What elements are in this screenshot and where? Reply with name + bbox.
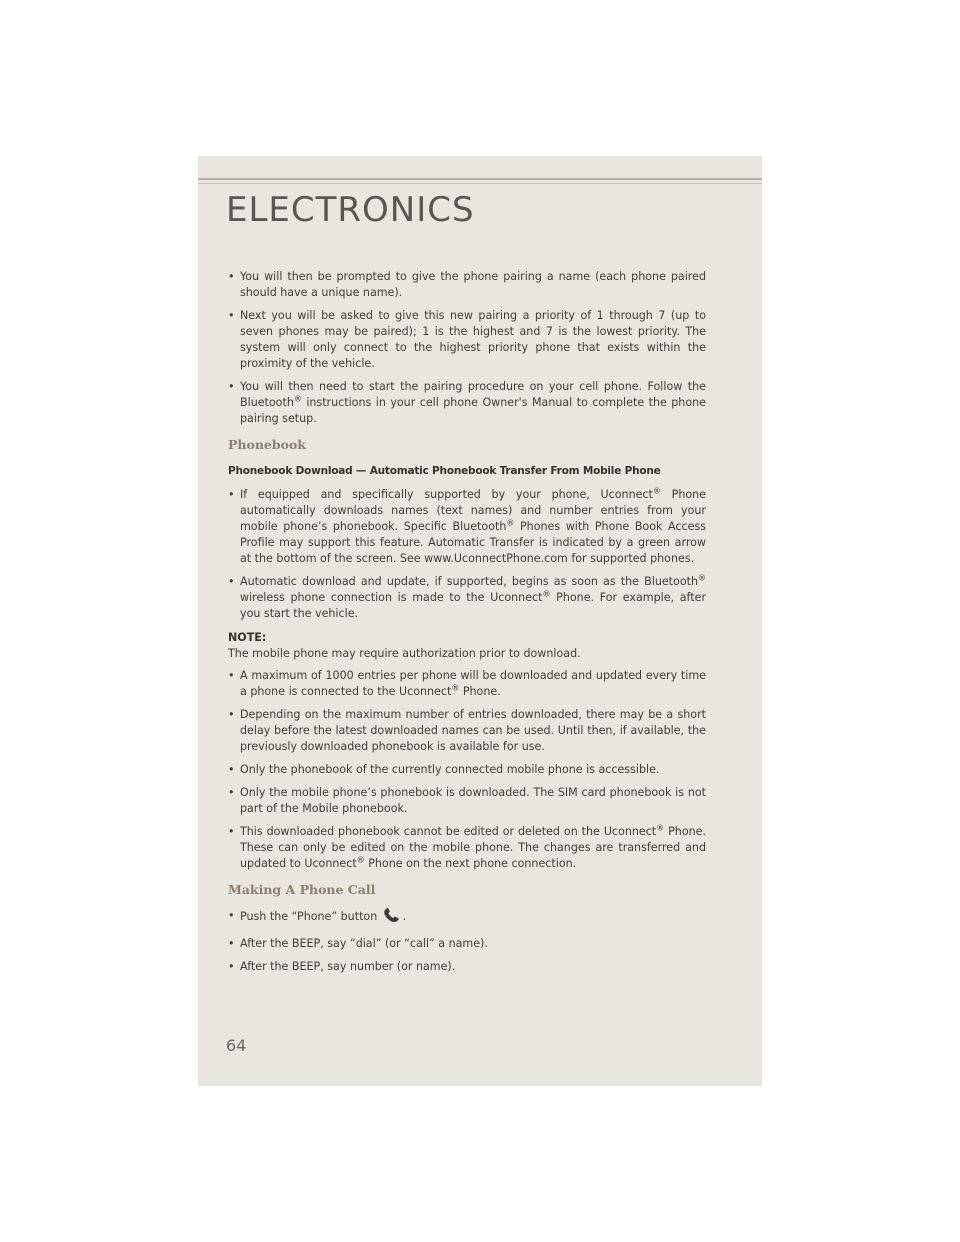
list-item: • You will then be prompted to give the phone pairing a name (each phone paired should have a unique name). <box>228 269 706 301</box>
phonebook-download-subheading: Phonebook Download — Automatic Phonebook Transfer From Mobile Phone <box>228 465 661 477</box>
page-content <box>228 269 706 982</box>
note-text: The mobile phone may require authorization prior to download. <box>228 647 581 660</box>
manual-page <box>198 156 762 1086</box>
list-item: • Only the mobile phone’s phonebook is downloaded. The SIM card phonebook is not part of the Mobile phonebook. <box>228 785 706 817</box>
push-phone-suffix: . <box>402 910 407 923</box>
list-item: • Automatic download and update, if supported, begins as soon as the Bluetooth® wireless phone connection is made to the Uconnect® Phone. For example, after you start the vehicle. <box>228 574 706 622</box>
list-item: • You will then need to start the pairing procedure on your cell phone. Follow the Bluetooth® instructions in your cell phone Owner's Manual to complete the phone pairing setup. <box>228 379 706 427</box>
page-number: 64 <box>226 1036 247 1055</box>
list-item: • A maximum of 1000 entries per phone will be downloaded and updated every time a phone is connected to the Uconnect® Phone. <box>228 668 706 700</box>
phone-icon <box>382 908 402 929</box>
section-title: ELECTRONICS <box>226 190 475 230</box>
phonebook-heading: Phonebook <box>228 437 306 452</box>
list-item: • After the BEEP, say number (or name). <box>228 959 706 975</box>
list-item: • Only the phonebook of the currently connected mobile phone is accessible. <box>228 762 706 778</box>
note-label: NOTE: <box>228 631 267 644</box>
list-item <box>228 908 706 929</box>
making-call-heading: Making A Phone Call <box>228 882 376 897</box>
list-item: • Next you will be asked to give this new pairing a priority of 1 through 7 (up to seven phones may be paired); 1 is the highest and 7 is the lowest priority. The system will only connect to the highest priority phone that exists within the proximity of the vehicle. <box>228 308 706 372</box>
list-item: • This downloaded phonebook cannot be edited or deleted on the Uconnect® Phone. These can only be edited on the mobile phone. The changes are transferred and updated to Uconnect® Phone on the next phone connection. <box>228 824 706 872</box>
list-item: • After the BEEP, say “dial” (or “call” a name). <box>228 936 706 952</box>
list-item: • Depending on the maximum number of entries downloaded, there may be a short delay before the latest downloaded names can be used. Until then, if available, the previously downloaded phonebook is available for use. <box>228 707 706 755</box>
list-item: • If equipped and specifically supported by your phone, Uconnect® Phone automatically downloads names (text names) and number entries from your mobile phone’s phonebook. Specific Bluetooth® Phones with Phone Book Access Profile may support this feature. Automatic Transfer is indicated by a green arrow at the bottom of the screen. See www.UconnectPhone.com for supported phones. <box>228 487 706 567</box>
header-rule-thick <box>198 178 762 180</box>
push-phone-text: Push the “Phone” button <box>240 910 378 923</box>
header-rule-thin <box>198 183 762 184</box>
